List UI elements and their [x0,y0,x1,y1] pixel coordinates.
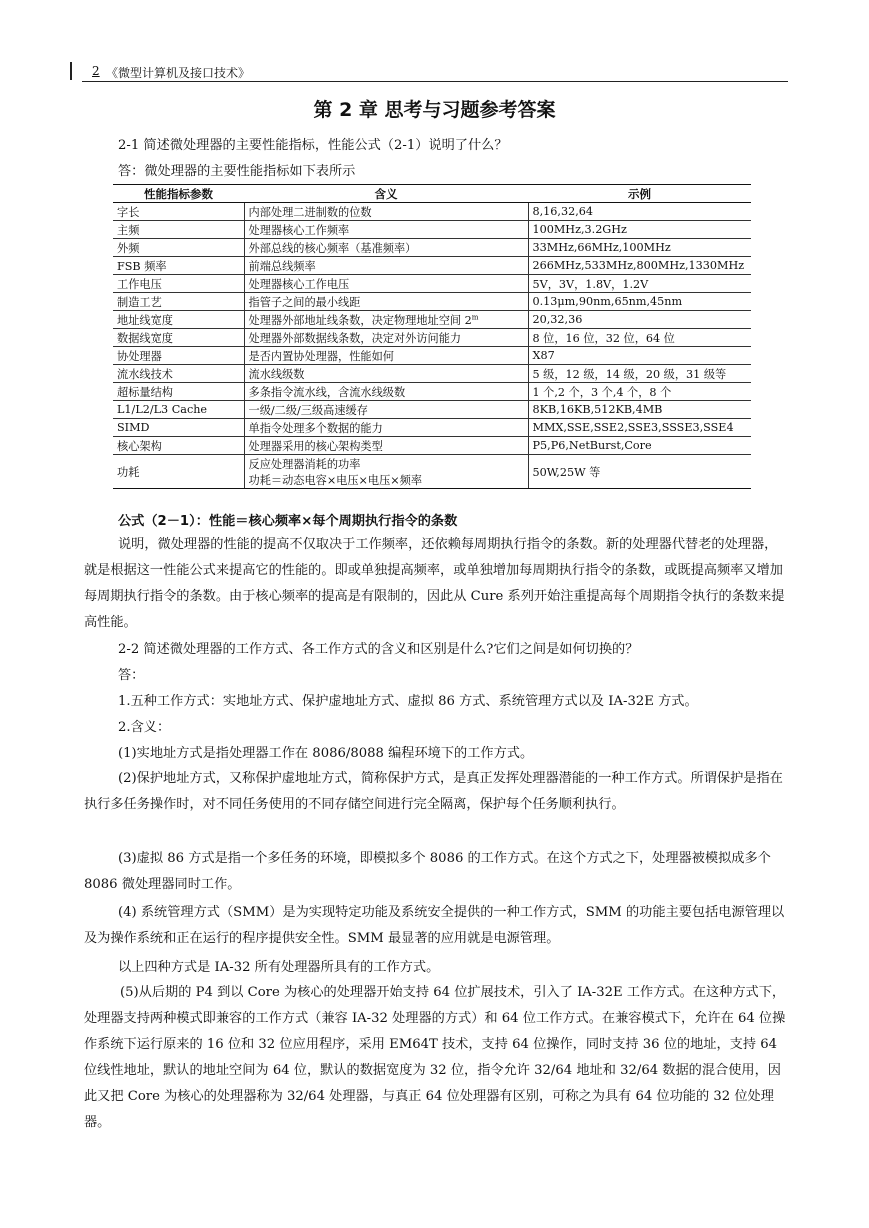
cell-meaning-line2: 功耗＝动态电容×电压×电压×频率 [248,473,423,487]
header-param: 性能指标参数 [113,185,244,203]
table-header-row [113,185,751,203]
cell-meaning-text: 处理器外部地址线条数，决定物理地址空间 2 [248,313,472,327]
header-example: 示例 [528,185,751,203]
cell-meaning: 一级/二级/三级高速缓存 [244,401,528,419]
table-row [113,203,751,221]
cell-meaning: 内部处理二进制数的位数 [244,203,528,221]
cell-param: 字长 [113,203,244,221]
header-meaning: 含义 [244,185,528,203]
cell-param: 制造工艺 [113,293,244,311]
cell-example: 1 个,2 个，3 个,4 个，8 个 [528,383,751,401]
table-row [113,401,751,419]
cell-example: 50W,25W 等 [528,455,751,489]
table-row [113,257,751,275]
real-mode-paragraph: (1)实地址方式是指处理器工作在 8086/8088 编程环境下的工作方式。 [118,746,534,761]
chapter-title: 第 2 章 思考与习题参考答案 [313,99,556,121]
explanation-paragraph: 说明，微处理器的性能的提高不仅取决于工作频率，还依赖每周期执行指令的条数。新的处理器代替老的处理器，就是根据这一性能公式来提高它的性能的。即或单独提高频率，或单独增加每周期执行指令的条数，或既提高频率又增加每周期执行指令的条数。由于核心频率的提高是有限制的，因此从 Cure 系列开始注重提高每个周期指令执行的条数来提高性能。 [84,537,785,630]
cell-example: 8KB,16KB,512KB,4MB [528,401,751,419]
answer-label: 答： [118,668,145,683]
table-row [113,329,751,347]
cell-meaning [244,455,528,489]
page-number: 2 [92,64,100,78]
cell-example: 33MHz,66MHz,100MHz [528,239,751,257]
table-row [113,437,751,455]
cell-meaning: 是否内置协处理器，性能如何 [244,347,528,365]
cell-example: 5V，3V，1.8V，1.2V [528,275,751,293]
running-header [82,62,788,82]
table-row [113,293,751,311]
cell-param: 功耗 [113,455,244,489]
header-bar [70,62,72,80]
cell-meaning-superscript: m [471,312,479,321]
smm-paragraph: (4) 系统管理方式（SMM）是为实现特定功能及系统安全提供的一种工作方式，SMM 的功能主要包括电源管理以及为操作系统和正在运行的程序提供安全性。SMM 最显著的应用就是电源管理。 [84,905,785,946]
cell-meaning: 处理器采用的核心架构类型 [244,437,528,455]
table-row [113,311,751,329]
answer-intro: 答：微处理器的主要性能指标如下表所示 [118,164,356,179]
ia32e-paragraph: (5)从后期的 P4 到以 Core 为核心的处理器开始支持 64 位扩展技术，引入了 IA-32E 工作方式。在这种方式下，处理器支持两种模式即兼容的工作方式（兼容 IA-32 处理器的方式）和 64 位工作方式。在兼容模式下，允许在 64 位操作系统下运行原来的 16 位和 32 位应用程序，采用 EM64T 技术，支持 64 位操作，同时支持 36 位的地址，支持 64 位线性地址，默认的地址空间为 64 位，默认的数据宽度为 32 位，指令允许 32/64 地址和 32/64 数据的混合使用，因此又把 Core 为核心的处理器称为 32/64 处理器，与真正 64 位处理器有区别，可称之为具有 64 位功能的 32 位处理器。 [84,985,786,1130]
meaning-heading: 2.含义： [118,720,171,735]
cell-meaning: 前端总线频率 [244,257,528,275]
table-row [113,347,751,365]
cell-param: 流水线技术 [113,365,244,383]
cell-meaning: 处理器外部数据线条数，决定对外访问能力 [244,329,528,347]
cell-param: 超标量结构 [113,383,244,401]
cell-param: 协处理器 [113,347,244,365]
cell-param: 外频 [113,239,244,257]
table-row [113,365,751,383]
cell-meaning: 多条指令流水线，含流水线级数 [244,383,528,401]
summary-line: 以上四种方式是 IA-32 所有处理器所具有的工作方式。 [118,960,440,975]
table-row [113,239,751,257]
performance-table [113,184,751,489]
cell-meaning [244,311,528,329]
cell-example: X87 [528,347,751,365]
protected-mode-paragraph: (2)保护地址方式，又称保护虚地址方式，简称保护方式，是真正发挥处理器潜能的一种工作方式。所谓保护是指在执行多任务操作时，对不同任务使用的不同存储空间进行完全隔离，保护每个任务顺利执行。 [84,771,783,812]
cell-param: 数据线宽度 [113,329,244,347]
cell-param: L1/L2/L3 Cache [113,401,244,419]
formula: 公式（2－1）：性能＝核心频率×每个周期执行指令的条数 [118,514,458,529]
cell-param: 地址线宽度 [113,311,244,329]
cell-example: 8,16,32,64 [528,203,751,221]
cell-param: 核心架构 [113,437,244,455]
cell-meaning: 处理器核心工作频率 [244,221,528,239]
cell-example: 266MHz,533MHz,800MHz,1330MHz [528,257,751,275]
virtual-86-paragraph: (3)虚拟 86 方式是指一个多任务的环境，即模拟多个 8086 的工作方式。在这个方式之下，处理器被模拟成多个 8086 微处理器同时工作。 [84,851,771,892]
cell-example: 100MHz,3.2GHz [528,221,751,239]
cell-meaning: 单指令处理多个数据的能力 [244,419,528,437]
cell-example: 8 位，16 位，32 位，64 位 [528,329,751,347]
book-title: 《微型计算机及接口技术》 [106,66,251,80]
cell-example: 5 级，12 级，14 级，20 级，31 级等 [528,365,751,383]
cell-param: 工作电压 [113,275,244,293]
cell-example: P5,P6,NetBurst,Core [528,437,751,455]
table-row [113,221,751,239]
table-row [113,383,751,401]
cell-param: 主频 [113,221,244,239]
cell-meaning-line1: 反应处理器消耗的功率 [248,457,361,471]
cell-meaning: 流水线级数 [244,365,528,383]
cell-example: MMX,SSE,SSE2,SSE3,SSSE3,SSE4 [528,419,751,437]
table-row [113,419,751,437]
header-rule [82,81,788,82]
cell-param: FSB 频率 [113,257,244,275]
table-row [113,455,751,489]
cell-meaning: 指管子之间的最小线距 [244,293,528,311]
question-2-2: 2-2 简述微处理器的工作方式、各工作方式的含义和区别是什么?它们之间是如何切换的？ [118,642,639,657]
cell-example: 20,32,36 [528,311,751,329]
table-row [113,275,751,293]
cell-param: SIMD [113,419,244,437]
cell-meaning: 处理器核心工作电压 [244,275,528,293]
question-2-1: 2-1 简述微处理器的主要性能指标，性能公式（2-1）说明了什么？ [118,138,508,153]
modes-list: 1.五种工作方式：实地址方式、保护虚地址方式、虚拟 86 方式、系统管理方式以及 IA-32E 方式。 [118,694,698,709]
cell-example: 0.13μm,90nm,65nm,45nm [528,293,751,311]
cell-meaning: 外部总线的核心频率（基准频率） [244,239,528,257]
